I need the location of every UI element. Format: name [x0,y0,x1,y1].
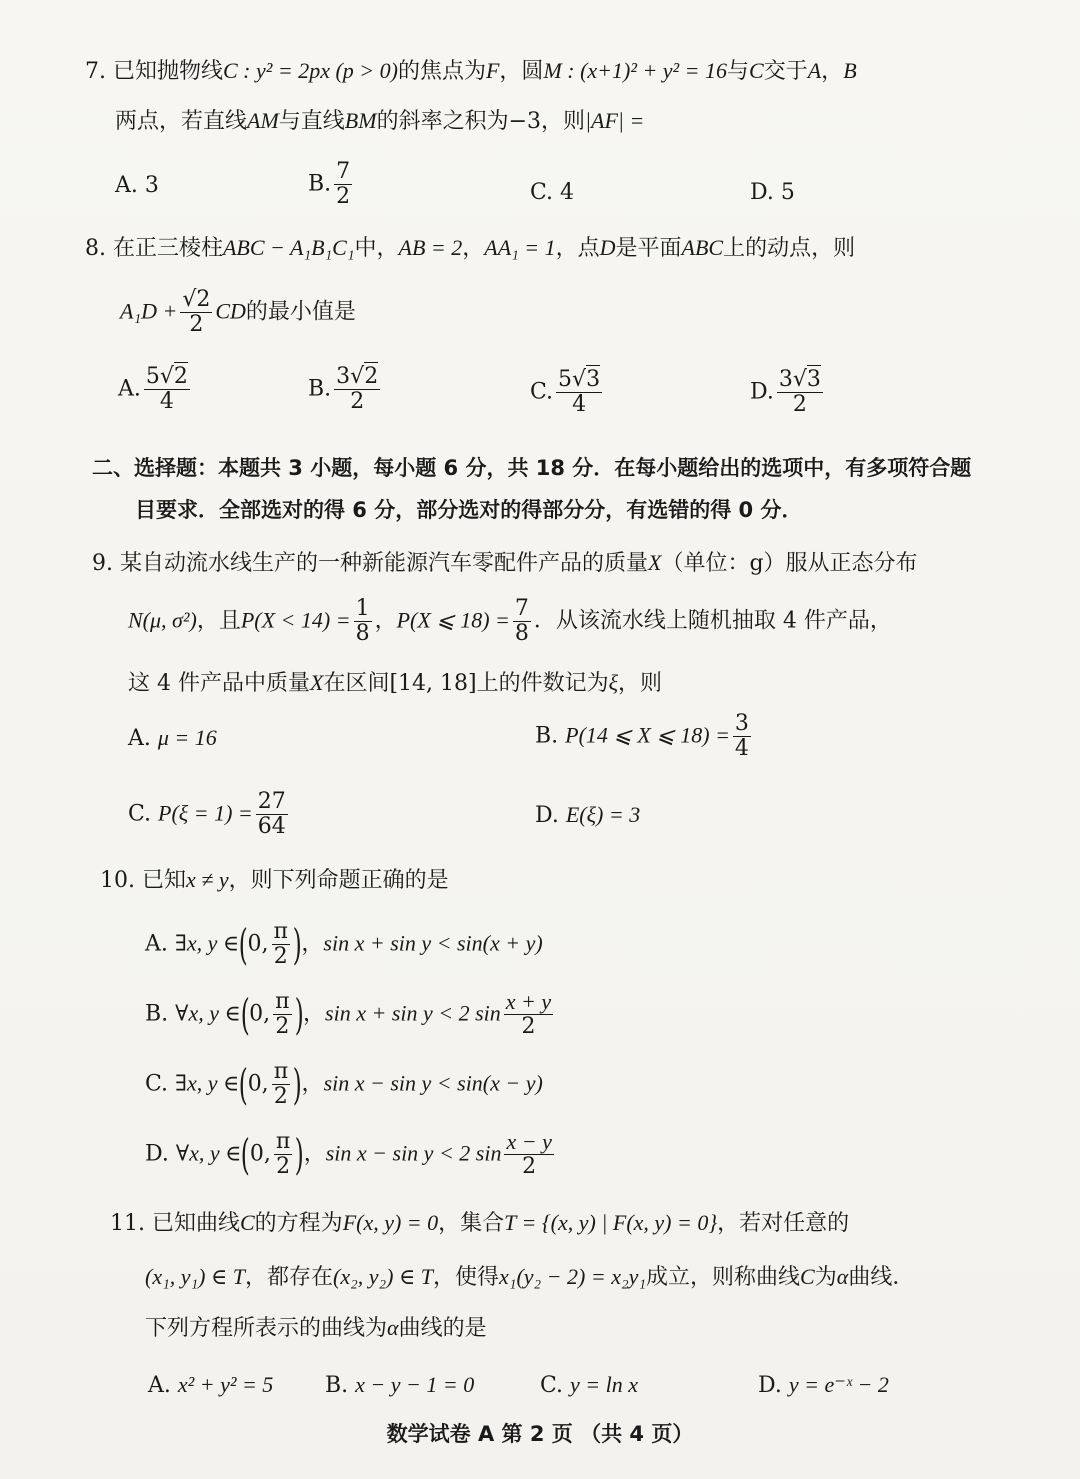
q7-circle-eq: M : (x+1)² + y² = 16 [543,58,727,83]
q9-line1: 9. 某自动流水线生产的一种新能源汽车零配件产品的质量X（单位：g）服从正态分布 [92,550,918,576]
q7-var: AM [247,108,279,133]
q7-option-c: C. 4 [530,180,575,205]
q7-text: 的焦点为 [397,59,486,84]
q9-option-c: C. P(ξ = 1) = $\frac{27}{64}$ [128,789,286,839]
q11-option-c: C. y = ln x [540,1372,639,1398]
q8-prism: ABC − A₁B₁C₁ [222,235,355,260]
q8-fraction: $\frac{√2}{2}$ [182,287,211,337]
q11-option-b: B. x − y − 1 = 0 [325,1372,475,1398]
q7-option-b: B. $\frac{7}{2}$ [308,159,351,209]
q8-line1: 8. 在正三棱柱ABC − A₁B₁C₁中，AB = 2，AA₁ = 1，点D是平面ABC上的动点，则 [85,235,856,261]
q7-parabola-eq: C : y² = 2px (p > 0) [222,58,398,83]
q7-text: 7. 已知抛物线 [85,59,223,84]
q7-b-fraction: $\frac{7}{2}$ [336,159,351,209]
q7-var: A [807,58,822,83]
q9-option-b: B. P(14 ⩽ X ⩽ 18) = $\frac{3}{4}$ [535,711,749,761]
q7-text: ，圆 [499,59,544,84]
q8-line2: A₁D + $\frac{√2}{2}$ CD的最小值是 [120,287,356,337]
q7-text: 与 [727,59,750,84]
q7-var: B [843,58,857,83]
section2-line1: 二、选择题：本题共 3 小题，每小题 6 分，共 18 分．在每小题给出的选项中，有多项符合题 [92,456,972,480]
q8-option-b: B. $\frac{3√2}{2}$ [308,364,379,414]
q7-text: 两点，若直线 [115,109,248,134]
q10-stem: 10. 已知x ≠ y，则下列命题正确的是 [100,867,449,893]
q7-line2 [115,108,644,135]
q8-option-a: A. $\frac{5√2}{4}$ [118,364,188,414]
q8-option-d: D. $\frac{3√3}{2}$ [750,367,821,417]
page-footer: 数学试卷 A 第 2 页 （共 4 页） [386,1422,694,1446]
q10-option-d: D. ∀x, y ∈(0, $\frac{\pi}{2}$ )，sin x − sin y < 2 sin $\frac{x - y}{2}$ [145,1129,552,1179]
q10-option-c: C. ∃x, y ∈(0, $\frac{\pi}{2}$ )，sin x − sin y < sin(x − y) [145,1059,543,1109]
q10-option-a: A. ∃x, y ∈(0, $\frac{\pi}{2}$ )，sin x + sin y < sin(x + y) [145,919,543,969]
q11-line3: 下列方程所表示的曲线为α曲线的是 [145,1315,487,1341]
q11-option-d: D. y = e⁻ˣ − 2 [758,1372,889,1398]
q9-line2: N(μ, σ²)，且P(X < 14) = $\frac{1}{8}$ ，P(X ⩽ 18) = $\frac{7}{8}$ ．从该流水线上随机抽取 4 件产品， [128,596,892,646]
q7-target: |AF| = [585,108,645,133]
q7-line1 [85,58,857,85]
q7-var: C [749,58,764,83]
q9-option-d: D. E(ξ) = 3 [535,802,641,828]
q7-option-a: A. 3 [115,173,159,198]
q11-option-a: A. x² + y² = 5 [148,1372,274,1398]
q7-text: ， [821,59,844,84]
q8-option-c: C. $\frac{5√3}{4}$ [530,367,601,417]
q7-option-d: D. 5 [750,180,795,205]
q7-var: BM [344,108,377,133]
q11-line1: 11. 已知曲线C的方程为F(x, y) = 0，集合T = {(x, y) | F(x, y) = 0}，若对任意的 [110,1210,850,1236]
section2-line2: 目要求．全部选对的得 6 分，部分选对的得部分分，有选错的得 0 分． [135,498,803,522]
q7-text: 的斜率之积为−3，则 [376,109,585,134]
q11-line2: (x₁, y₁) ∈ T，都存在(x₂, y₂) ∈ T，使得x₁(y₂ − 2) = x₂y₁成立，则称曲线C为α曲线． [145,1264,915,1290]
q9-option-a: A. μ = 16 [128,725,217,751]
q10-option-b: B. ∀x, y ∈(0, $\frac{\pi}{2}$ )，sin x + sin y < 2 sin $\frac{x + y}{2}$ [145,989,552,1039]
q7-text: 与直线 [278,109,345,134]
q7-focus: F [485,58,500,83]
q9-line3: 这 4 件产品中质量X在区间[14, 18]上的件数记为ξ，则 [128,670,663,696]
q7-text: 交于 [763,59,808,84]
